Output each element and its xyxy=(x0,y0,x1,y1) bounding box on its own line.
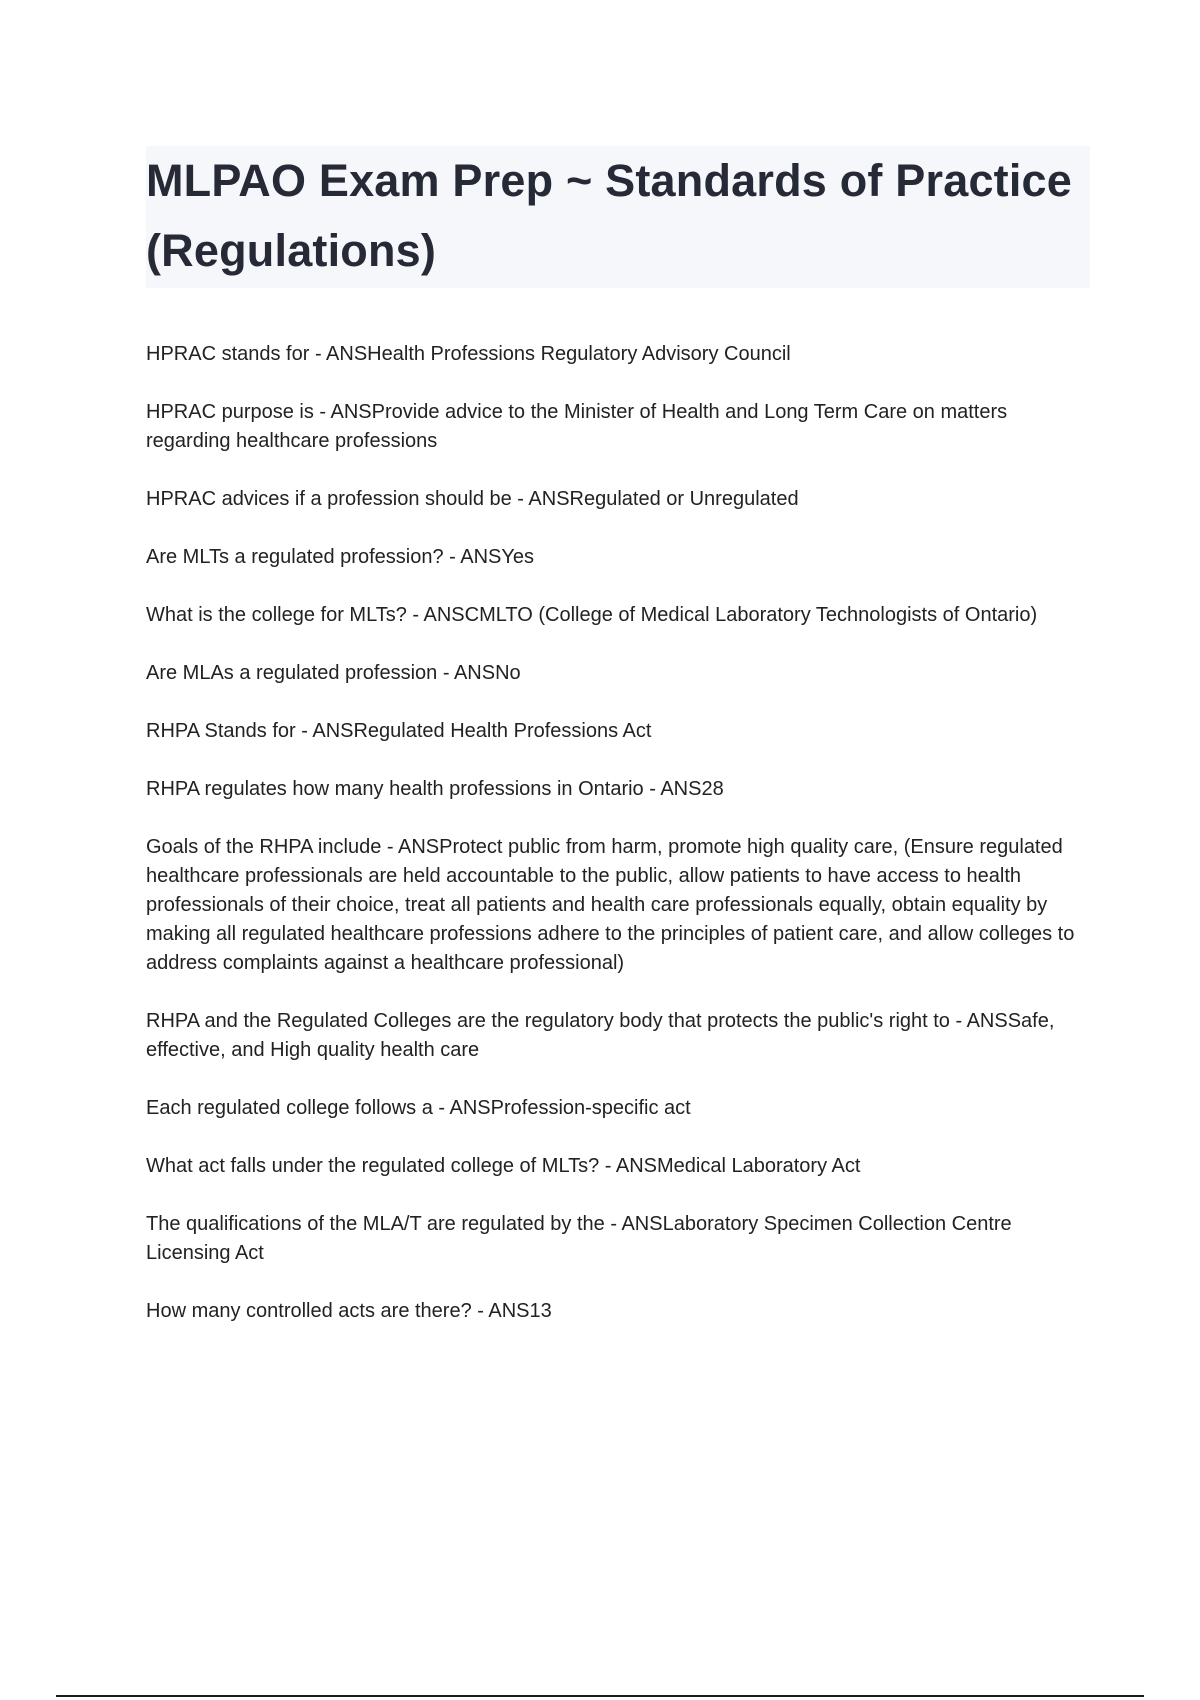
qa-item: RHPA regulates how many health professions in Ontario - ANS28 xyxy=(146,778,724,800)
qa-item: HPRAC advices if a profession should be - ANSRegulated or Unregulated xyxy=(146,488,799,510)
title-block xyxy=(146,146,1090,288)
qa-item: What is the college for MLTs? - ANSCMLTO (College of Medical Laboratory Technologists of Ontario) xyxy=(146,604,1038,626)
qa-item: What act falls under the regulated college of MLTs? - ANSMedical Laboratory Act xyxy=(146,1155,861,1177)
page-title: MLPAO Exam Prep ~ Standards of Practice (Regulations) xyxy=(146,155,1073,276)
qa-item: HPRAC stands for - ANSHealth Professions Regulatory Advisory Council xyxy=(146,343,791,365)
qa-item: How many controlled acts are there? - ANS13 xyxy=(146,1300,552,1322)
qa-item: The qualifications of the MLA/T are regulated by the - ANSLaboratory Specimen Collection Centre Licensing Act xyxy=(146,1213,1012,1264)
qa-item: Are MLTs a regulated profession? - ANSYes xyxy=(146,546,534,568)
qa-item: HPRAC purpose is - ANSProvide advice to the Minister of Health and Long Term Care on matters regarding healthcare professions xyxy=(146,401,1008,452)
qa-item: RHPA Stands for - ANSRegulated Health Professions Act xyxy=(146,720,652,742)
footer-divider xyxy=(56,1695,1144,1697)
qa-item: RHPA and the Regulated Colleges are the regulatory body that protects the public's right to - ANSSafe, effective, and High quality health care xyxy=(146,1010,1055,1061)
qa-list xyxy=(146,340,1086,1355)
qa-item: Goals of the RHPA include - ANSProtect public from harm, promote high quality care, (Ensure regulated healthcare professionals are held accountable to the public, allow patients to have access to health professionals of their choice, treat all patients and health care professionals equally, obtain equality by making all regulated healthcare professions adhere to the principles of patient care, and allow colleges to address complaints against a healthcare professional) xyxy=(146,836,1075,974)
qa-item: Each regulated college follows a - ANSProfession-specific act xyxy=(146,1097,691,1119)
qa-item: Are MLAs a regulated profession - ANSNo xyxy=(146,662,521,684)
